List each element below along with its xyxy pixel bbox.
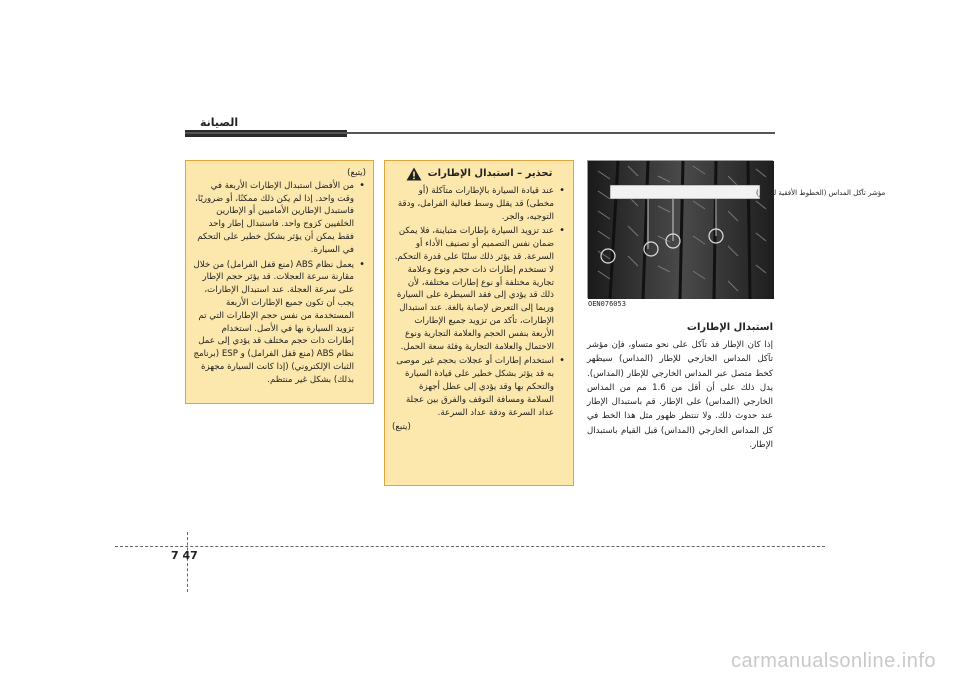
warning-heading [392,167,566,181]
page-header-title: الصيانة [200,116,239,129]
header-rule [185,132,775,134]
section-title: استبدال الإطارات [686,322,773,333]
list-item: • من الأفضل استبدال الإطارات الأربعة في وقت واحد. إذا لم يكن ذلك ممكنًا، أو ضروريًا، فاستبدل الإطارين الأماميين أو الإطارين الخلفيين كزوج واحد. فاستبدال إطار واحد فقط يمكن أن يؤثر بشكل خطير على التحكم في السيارة. [193,180,354,257]
warning-icon [406,167,422,181]
notes-list [193,180,366,387]
section-body: إذا كان الإطار قد تآكل على نحو متساو، فإن مؤشر تآكل المداس الخارجي للإطار (المداس) سيظهر كخط متصل عبر المداس الخارجي للإطار (المداس). يدل ذلك على أن أقل من 1.6 مم من المداس الخارجي (المداس) على الإطار. قم باستبدال الإطار عند حدوث ذلك. ولا تنتظر ظهور مثل هذا الخط في كل المداس الخارجي (المداس) قبل القيام باستبدال الإطار. [587,340,773,451]
tire-tread-illustration [588,161,886,299]
continued-notes-box [185,160,374,404]
tire-tread-photo [587,160,886,298]
footer-rule [115,546,825,547]
continued-label: (يتبع) [392,422,411,433]
warning-list [392,185,566,419]
footer-divider [187,532,188,592]
page-number: 7 47 [171,549,198,562]
list-item: • استخدام إطارات أو عجلات بحجم غير موصى به قد يؤثر بشكل خطير على قيادة السيارة والتحكم بها وقد يؤدي إلى عطل أجهزة السلامة ومسافة التوقف والفرق بين عجلة عداد السرعة ودقة عداد السرعة. [392,355,554,419]
list-item: • عند قيادة السيارة بالإطارات متآكلة (أو مخطى) قد يقلل وسط فعالية الفرامل، ودقة التوجيه، والجر. [392,185,554,223]
list-item: • عند تزويد السيارة بإطارات متباينة، فلا يمكن ضمان نفس التصميم أو تصنيف الأداء أو السرعة. قد يؤثر ذلك سلبًا على قدرة التحكم. لا تستخدم إطارات ذات حجم ونوع وعلامة تجارية مختلفة أو نوع إطارات مختلفة، لأن ذلك قد يؤدي إلى فقد السيطرة على السيارة وربما إلى التعرض لإصابة بالغة. عند استبدال الإطارات، تأكد من تزويد جميع الإطارات الأربعة بنفس الحجم والعلامة التجارية ونوع الاحتمال والعلامة التجارية وفئة سعة الحمل. [392,225,554,353]
list-item: • يعمل نظام ABS (منع قفل الفرامل) من خلال مقارنة سرعة العجلات. قد يؤثر حجم الإطار على سرعة العجلة. عند استبدال الإطارات، يجب أن تكون جميع الإطارات الأربعة المستخدمة من نفس حجم الإطارات التي تم تزويد السيارة بها في الأصل. استخدام إطارات ذات حجم مختلف قد يؤدي إلى عمل نظام ABS (منع قفل الفرامل) و ESP (برنامج الثبات الإلكتروني) (إذا كانت السيارة مجهزة بذلك) بشكل غير منتظم. [193,259,354,387]
watermark: carmanualsonline.info [730,650,936,672]
continued-label: (يتبع) [347,168,366,178]
warning-title: تحذير – استبدال الإطارات [427,167,553,179]
warning-box [384,160,574,486]
photo-code: OEN076053 [588,300,626,308]
photo-label-text: مؤشر تآكل المداس (الخطوط الأفقية للإطار) [756,189,886,197]
